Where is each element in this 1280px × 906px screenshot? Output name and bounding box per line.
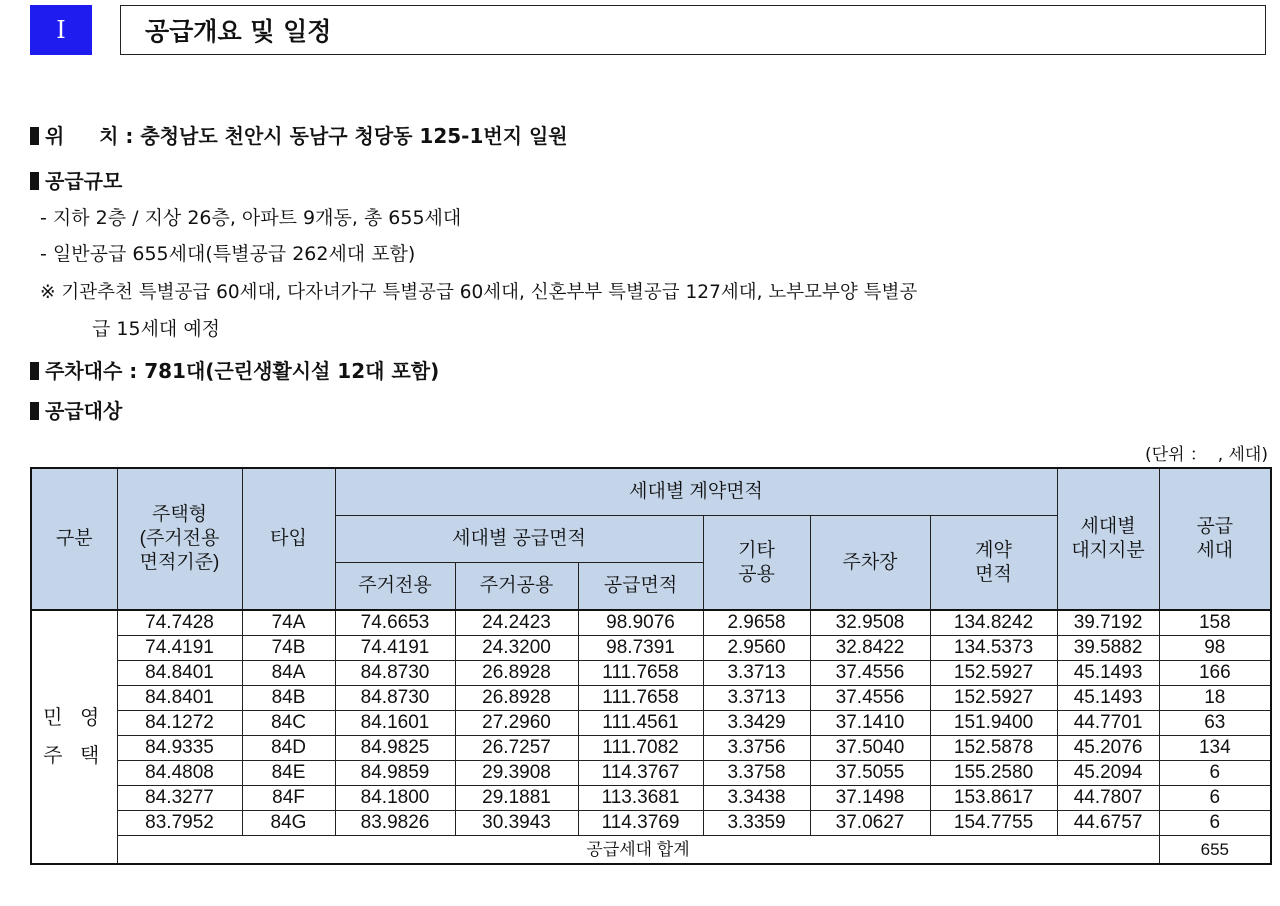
table-cell: 74.6653 bbox=[335, 610, 455, 636]
table-cell: 74B bbox=[242, 636, 335, 661]
table-cell: 26.8928 bbox=[455, 686, 578, 711]
table-cell: 18 bbox=[1159, 686, 1271, 711]
table-cell: 84.1800 bbox=[335, 786, 455, 811]
table-cell: 3.3359 bbox=[703, 811, 810, 836]
supply-table bbox=[30, 467, 1272, 865]
table-cell: 63 bbox=[1159, 711, 1271, 736]
table-row bbox=[31, 786, 1271, 811]
table-cell: 74A bbox=[242, 610, 335, 636]
table-cell: 158 bbox=[1159, 610, 1271, 636]
table-cell: 6 bbox=[1159, 811, 1271, 836]
table-row bbox=[31, 636, 1271, 661]
parking-heading: 주차대수 bbox=[45, 359, 123, 383]
table-cell: 74.4191 bbox=[335, 636, 455, 661]
total-row bbox=[31, 836, 1271, 865]
table-cell: 134.8242 bbox=[930, 610, 1057, 636]
scale-line-1: - 지하 2층 / 지상 26층, 아파트 9개동, 총 655세대 bbox=[40, 207, 462, 229]
table-cell: 3.3438 bbox=[703, 786, 810, 811]
table-cell: 37.4556 bbox=[810, 661, 930, 686]
table-cell: 111.7658 bbox=[578, 686, 703, 711]
table-cell: 84.8401 bbox=[117, 686, 242, 711]
table-cell: 84G bbox=[242, 811, 335, 836]
table-cell: 84.1601 bbox=[335, 711, 455, 736]
table-cell: 84E bbox=[242, 761, 335, 786]
table-cell: 39.5882 bbox=[1057, 636, 1159, 661]
table-cell: 37.5040 bbox=[810, 736, 930, 761]
section-number-badge: I bbox=[30, 5, 92, 55]
table-cell: 44.6757 bbox=[1057, 811, 1159, 836]
table-cell: 84.9859 bbox=[335, 761, 455, 786]
table-cell: 32.9508 bbox=[810, 610, 930, 636]
location-label: 위 치 bbox=[45, 124, 119, 148]
table-cell: 2.9658 bbox=[703, 610, 810, 636]
location-value: 충청남도 천안시 동남구 청당동 125-1번지 일원 bbox=[140, 124, 568, 148]
table-cell: 111.7082 bbox=[578, 736, 703, 761]
table-cell: 45.2094 bbox=[1057, 761, 1159, 786]
table-cell: 3.3713 bbox=[703, 661, 810, 686]
target-heading-line bbox=[30, 395, 122, 424]
scale-heading-line bbox=[30, 165, 122, 194]
table-cell: 134 bbox=[1159, 736, 1271, 761]
table-row bbox=[31, 661, 1271, 686]
table-cell: 3.3429 bbox=[703, 711, 810, 736]
table-cell: 166 bbox=[1159, 661, 1271, 686]
square-bullet-icon bbox=[30, 127, 39, 145]
table-cell: 153.8617 bbox=[930, 786, 1057, 811]
table-cell: 6 bbox=[1159, 761, 1271, 786]
table-cell: 84.9825 bbox=[335, 736, 455, 761]
table-row bbox=[31, 811, 1271, 836]
table-row bbox=[31, 686, 1271, 711]
table-cell: 84D bbox=[242, 736, 335, 761]
table-cell: 84A bbox=[242, 661, 335, 686]
table-cell: 83.7952 bbox=[117, 811, 242, 836]
table-cell: 84.8730 bbox=[335, 686, 455, 711]
target-heading: 공급대상 bbox=[45, 399, 123, 423]
table-cell: 45.1493 bbox=[1057, 686, 1159, 711]
table-cell: 98.9076 bbox=[578, 610, 703, 636]
square-bullet-icon bbox=[30, 402, 39, 420]
table-cell: 45.1493 bbox=[1057, 661, 1159, 686]
table-cell: 152.5927 bbox=[930, 661, 1057, 686]
table-cell: 45.2076 bbox=[1057, 736, 1159, 761]
table-cell: 37.4556 bbox=[810, 686, 930, 711]
table-cell: 98.7391 bbox=[578, 636, 703, 661]
location-line: 위 치 : 충청남도 천안시 동남구 청당동 125-1번지 일원 bbox=[30, 120, 568, 149]
table-cell: 84C bbox=[242, 711, 335, 736]
table-cell: 26.8928 bbox=[455, 661, 578, 686]
table-cell: 134.5373 bbox=[930, 636, 1057, 661]
table-cell: 37.0627 bbox=[810, 811, 930, 836]
scale-note-line-2: 급 15세대 예정 bbox=[92, 318, 221, 340]
table-cell: 83.9826 bbox=[335, 811, 455, 836]
table-cell: 84F bbox=[242, 786, 335, 811]
table-cell: 98 bbox=[1159, 636, 1271, 661]
table-cell: 154.7755 bbox=[930, 811, 1057, 836]
header-exclusive: 주거전용 bbox=[335, 563, 455, 611]
total-label: 공급세대 합계 bbox=[117, 836, 1159, 865]
table-cell: 30.3943 bbox=[455, 811, 578, 836]
table-cell: 84B bbox=[242, 686, 335, 711]
table-cell: 26.7257 bbox=[455, 736, 578, 761]
table-cell: 74.7428 bbox=[117, 610, 242, 636]
square-bullet-icon bbox=[30, 172, 39, 190]
parking-line: 주차대수 : 781대(근린생활시설 12대 포함) bbox=[30, 355, 439, 384]
table-cell: 155.2580 bbox=[930, 761, 1057, 786]
total-value: 655 bbox=[1159, 836, 1271, 865]
table-cell: 3.3756 bbox=[703, 736, 810, 761]
table-cell: 151.9400 bbox=[930, 711, 1057, 736]
table-cell: 29.1881 bbox=[455, 786, 578, 811]
header-parking: 주차장 bbox=[810, 516, 930, 611]
table-cell: 6 bbox=[1159, 786, 1271, 811]
table-cell: 84.3277 bbox=[117, 786, 242, 811]
square-bullet-icon bbox=[30, 362, 39, 380]
table-cell: 152.5878 bbox=[930, 736, 1057, 761]
section-title: 공급개요 및 일정 bbox=[120, 5, 1266, 55]
scale-note-line-1: ※ 기관추천 특별공급 60세대, 다자녀가구 특별공급 60세대, 신혼부부 특별공급 127세대, 노부모부양 특별공 bbox=[40, 282, 918, 303]
parking-value: 781대(근린생활시설 12대 포함) bbox=[144, 359, 440, 383]
table-cell: 84.8730 bbox=[335, 661, 455, 686]
table-cell: 24.2423 bbox=[455, 610, 578, 636]
table-row bbox=[31, 610, 1271, 636]
table-cell: 27.2960 bbox=[455, 711, 578, 736]
table-cell: 84.9335 bbox=[117, 736, 242, 761]
table-cell: 111.4561 bbox=[578, 711, 703, 736]
table-cell: 3.3713 bbox=[703, 686, 810, 711]
header-category: 구분 bbox=[31, 468, 117, 610]
table-cell: 84.8401 bbox=[117, 661, 242, 686]
header-contract: 계약 면적 bbox=[930, 516, 1057, 611]
header-units: 공급 세대 bbox=[1159, 468, 1271, 610]
table-cell: 114.3767 bbox=[578, 761, 703, 786]
header-supply-area-group: 세대별 공급면적 bbox=[335, 516, 703, 563]
table-row bbox=[31, 736, 1271, 761]
table-cell: 39.7192 bbox=[1057, 610, 1159, 636]
header-land-share: 세대별 대지지분 bbox=[1057, 468, 1159, 610]
scale-line-2: - 일반공급 655세대(특별공급 262세대 포함) bbox=[40, 243, 416, 265]
scale-heading: 공급규모 bbox=[45, 169, 123, 193]
table-cell: 44.7807 bbox=[1057, 786, 1159, 811]
header-common: 주거공용 bbox=[455, 563, 578, 611]
table-cell: 114.3769 bbox=[578, 811, 703, 836]
table-cell: 24.3200 bbox=[455, 636, 578, 661]
table-cell: 84.4808 bbox=[117, 761, 242, 786]
table-cell: 37.1498 bbox=[810, 786, 930, 811]
table-cell: 44.7701 bbox=[1057, 711, 1159, 736]
table-row bbox=[31, 761, 1271, 786]
table-cell: 29.3908 bbox=[455, 761, 578, 786]
header-type: 타입 bbox=[242, 468, 335, 610]
table-cell: 113.3681 bbox=[578, 786, 703, 811]
table-cell: 37.1410 bbox=[810, 711, 930, 736]
category-cell: 민 영 주 택 bbox=[31, 610, 117, 864]
unit-note: (단위 ： , 세대) bbox=[1145, 445, 1268, 465]
table-cell: 84.1272 bbox=[117, 711, 242, 736]
table-cell: 152.5927 bbox=[930, 686, 1057, 711]
header-housing-type: 주택형 (주거전용 면적기준) bbox=[117, 468, 242, 610]
header-supply: 공급면적 bbox=[578, 563, 703, 611]
table-cell: 111.7658 bbox=[578, 661, 703, 686]
table-cell: 32.8422 bbox=[810, 636, 930, 661]
table-cell: 37.5055 bbox=[810, 761, 930, 786]
table-cell: 2.9560 bbox=[703, 636, 810, 661]
table-cell: 74.4191 bbox=[117, 636, 242, 661]
table-row bbox=[31, 711, 1271, 736]
header-other-common: 기타 공용 bbox=[703, 516, 810, 611]
table-cell: 3.3758 bbox=[703, 761, 810, 786]
header-contract-area: 세대별 계약면적 bbox=[335, 468, 1057, 516]
